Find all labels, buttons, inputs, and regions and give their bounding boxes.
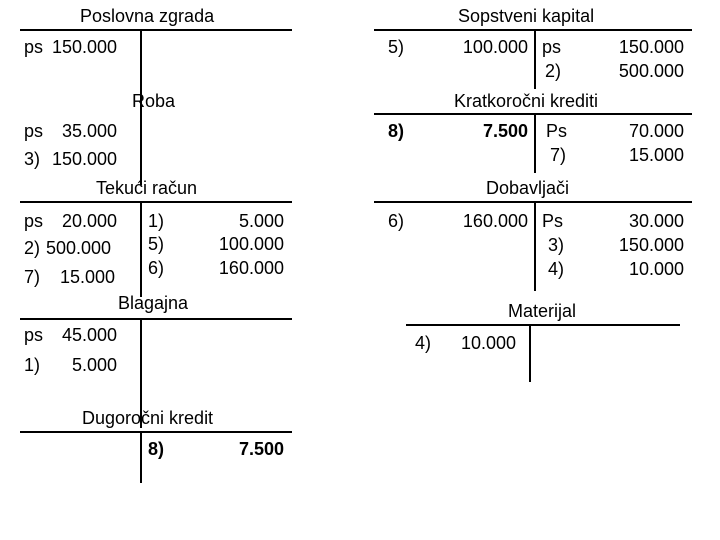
debit-entry-label: 6) [388,211,405,231]
t-account-horizontal-line [20,201,292,203]
debit-entry-amount: 5.000 [72,355,118,375]
account-title: Sopstveni kapital [458,6,595,26]
debit-entry-amount: 100.000 [462,37,528,57]
credit-entry-amount: 7.500 [238,439,284,459]
debit-entry-label: ps [24,211,44,231]
debit-entry-label: 2) [24,238,41,258]
debit-entry-amount: 160.000 [462,211,528,231]
debit-entry-amount: 15.000 [60,267,116,287]
t-account-vertical-line [534,201,536,291]
credit-entry-label: 1) [148,211,165,231]
credit-entry-label: 4) [548,259,565,279]
debit-entry-label: 5) [388,37,405,57]
account-title: Kratkoročni krediti [454,91,599,111]
debit-entry-amount: 150.000 [52,37,118,57]
credit-entry-amount: 100.000 [218,234,284,254]
debit-entry-amount: 7.500 [482,121,528,141]
debit-entry-amount: 10.000 [461,333,517,353]
credit-entry-amount: 500.000 [618,61,684,81]
t-account-vertical-line [534,113,536,173]
debit-entry-amount: 500.000 [46,238,112,258]
credit-entry-label: Ps [542,211,564,231]
account-title: Dobavljači [486,178,570,198]
debit-entry-amount: 35.000 [62,121,118,141]
t-account-horizontal-line [374,113,692,115]
credit-entry-label: ps [542,37,562,57]
debit-entry-label: 3) [24,149,41,169]
debit-entry-label: 8) [388,121,405,141]
debit-entry-label: 7) [24,267,41,287]
account-title: Roba [132,91,176,111]
credit-entry-amount: 160.000 [218,258,284,278]
credit-entry-label: 2) [545,61,562,81]
credit-entry-label: 7) [550,145,567,165]
credit-entry-amount: 10.000 [628,259,684,279]
credit-entry-amount: 150.000 [618,37,684,57]
debit-entry-label: 1) [24,355,41,375]
account-title: Tekući račun [96,178,198,198]
credit-entry-label: 8) [148,439,165,459]
debit-entry-label: ps [24,121,44,141]
account-title: Materijal [508,301,577,321]
t-account-vertical-line [140,431,142,483]
credit-entry-amount: 15.000 [628,145,684,165]
t-account-horizontal-line [20,431,292,433]
credit-entry-amount: 5.000 [238,211,284,231]
debit-entry-label: ps [24,37,44,57]
credit-entry-label: Ps [546,121,568,141]
account-title: Dugoročni kredit [82,408,214,428]
debit-entry-label: ps [24,325,44,345]
credit-entry-amount: 70.000 [628,121,684,141]
debit-entry-amount: 150.000 [52,149,118,169]
t-account-vertical-line [140,201,142,297]
t-account-horizontal-line [20,318,292,320]
credit-entry-label: 5) [148,234,165,254]
account-title: Blagajna [118,293,189,313]
t-account-horizontal-line [20,29,292,31]
credit-entry-amount: 150.000 [618,235,684,255]
debit-entry-label: 4) [415,333,432,353]
debit-entry-amount: 20.000 [62,211,118,231]
account-title: Poslovna zgrada [80,6,215,26]
debit-entry-amount: 45.000 [62,325,118,345]
t-account-vertical-line [529,324,531,382]
credit-entry-amount: 30.000 [628,211,684,231]
t-account-horizontal-line [374,201,692,203]
t-account-vertical-line [534,29,536,89]
credit-entry-label: 3) [548,235,565,255]
t-account-horizontal-line [374,29,692,31]
t-account-horizontal-line [406,324,680,326]
credit-entry-label: 6) [148,258,165,278]
